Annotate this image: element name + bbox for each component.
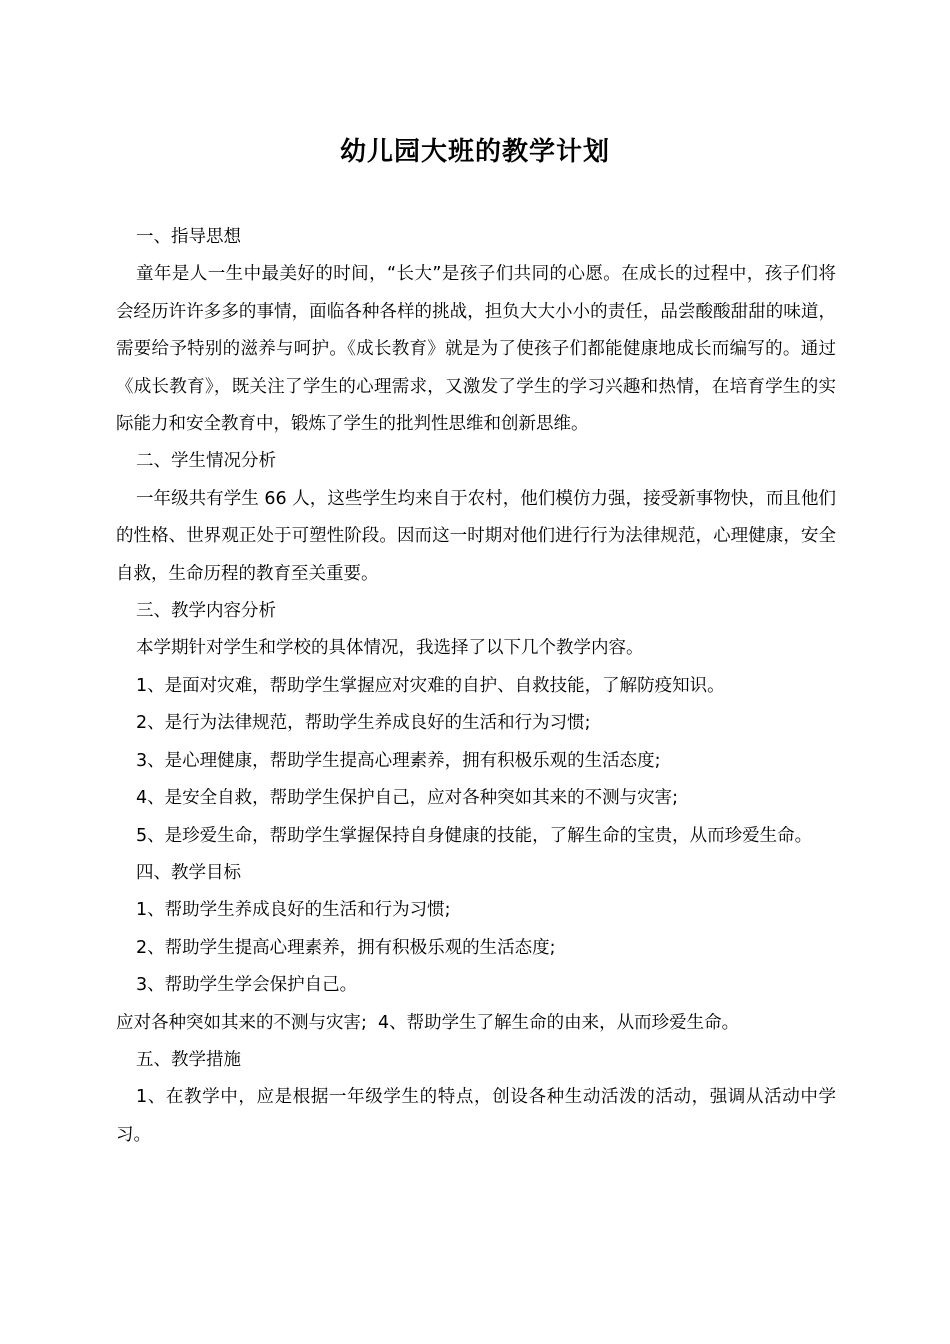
section-heading-goals: 四、教学目标 [136,862,241,883]
paragraph-content-intro: 本学期针对学生和学校的具体情况，我选择了以下几个教学内容。 [136,638,644,659]
document-title: 幼儿园大班的教学计划 [339,137,610,167]
list-item-goal-2: 2、帮助学生提高心理素养，拥有积极乐观的生活态度; [136,937,556,958]
list-item-content-2: 2、是行为法律规范，帮助学生养成良好的生活和行为习惯; [136,713,591,734]
list-item-content-4: 4、是安全自救，帮助学生保护自己，应对各种突如其来的不测与灾害; [136,788,679,809]
list-item-goal-3: 3、帮助学生学会保护自己。 [136,975,358,996]
paragraph-guiding-ideology: 童年是人一生中最美好的时间，“长大”是孩子们共同的心愿。在成长的过程中，孩子们将会经历许许多多的事情，面临各种各样的挑战，担负大大小小的责任，品尝酸酸甜甜的味道，需要给予特别的滋养与呵护。《成长教育》就是为了使孩子们都能健康地成长而编写的。通过《成长教育》，既关注了学生的心理需求，又激发了学生的学习兴趣和热情，在培育学生的实际能力和安全教育中，锻炼了学生的批判性思维和创新思维。 [116,264,836,435]
list-item-measure-1: 1、在教学中，应是根据一年级学生的特点，创设各种生动活泼的活动，强调从活动中学习。 [116,1087,836,1145]
list-item-content-3: 3、是心理健康，帮助学生提高心理素养，拥有积极乐观的生活态度; [136,750,661,771]
document-body [116,219,836,1154]
section-heading-guiding-ideology: 一、指导思想 [136,227,241,247]
list-item-content-1: 1、是面对灾难，帮助学生掌握应对灾难的自护、自救技能，了解防疫知识。 [136,675,725,696]
list-item-goal-4: 应对各种突如其来的不测与灾害; 4、帮助学生了解生命的由来，从而珍爱生命。 [116,1012,740,1033]
paragraph-student-analysis: 一年级共有学生 66 人，这些学生均来自于农村，他们模仿力强，接受新事物快，而且他们的性格、世界观正处于可塑性阶段。因而这一时期对他们进行行为法律规范，心理健康，安全自救，生命历程的教育至关重要。 [116,488,836,584]
section-heading-student-analysis: 二、学生情况分析 [136,451,276,472]
list-item-content-5: 5、是珍爱生命，帮助学生掌握保持自身健康的技能，了解生命的宝贵，从而珍爱生命。 [136,825,813,846]
list-item-goal-1: 1、帮助学生养成良好的生活和行为习惯; [136,900,451,921]
section-heading-measures: 五、教学措施 [136,1049,241,1070]
section-heading-content-analysis: 三、教学内容分析 [136,601,276,622]
